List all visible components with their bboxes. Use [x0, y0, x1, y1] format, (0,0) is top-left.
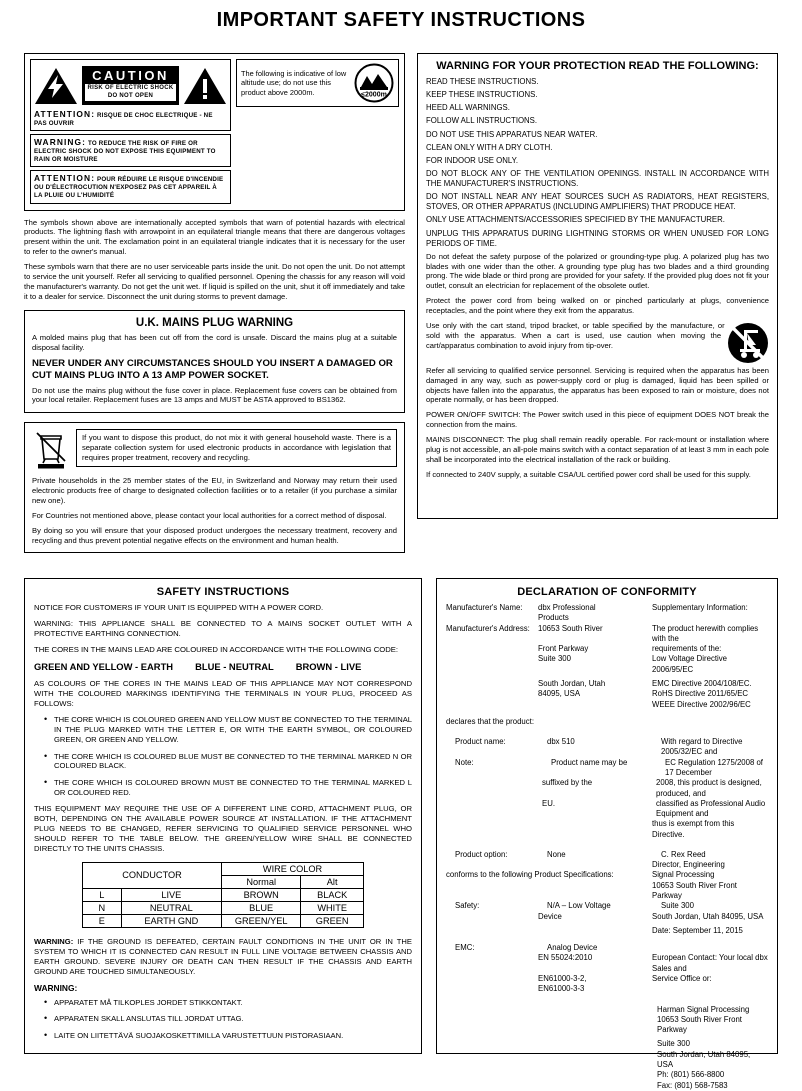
- spacer: [446, 974, 538, 984]
- list-item: • THE CORE WHICH IS COLOURED BLUE MUST BE CONNECTED TO THE TERMINAL MARKED N OR COLOURED BLACK.: [46, 752, 412, 772]
- spacer: [657, 943, 768, 953]
- warning-item: DO NOT INSTALL NEAR ANY HEAT SOURCES SUCH AS RADIATORS, HEAT REGISTERS, STOVES, OR OTHER APPARATUS (INCLUDING AMPLIFIERS) THAT PRODUCE HEAT.: [426, 192, 769, 212]
- spacer: [446, 1039, 538, 1049]
- table-row: [83, 902, 364, 915]
- declaration-row-note3: [446, 799, 768, 820]
- regard-line: EC Regulation 1275/2008 of 17 December: [665, 757, 763, 777]
- row-alt: GREEN: [301, 915, 364, 928]
- safety-value-line: N/A – Low Voltage: [547, 901, 611, 911]
- spacer: [446, 700, 538, 710]
- note-label: Note:: [455, 757, 474, 767]
- warning-item: KEEP THESE INSTRUCTIONS.: [426, 90, 538, 100]
- caution-label-stack: [30, 59, 231, 204]
- declaration-row-address5: [446, 689, 768, 699]
- spacer: [446, 995, 768, 1005]
- spacer: [446, 984, 538, 994]
- harman-line: Harman Signal Processing: [657, 1004, 750, 1014]
- warning-protection-box: [417, 53, 778, 519]
- harman-line: Suite 300: [657, 1039, 690, 1049]
- list-item: • LAITE ON LIITETTÄVÄ SUOJAKOSKETTIMILLA VARUSTETTUUN PISTORASIAAN.: [46, 1031, 412, 1041]
- signer-line: Director, Engineering: [652, 860, 725, 870]
- warning-servicing-para: Refer all servicing to qualified service personnel. Servicing is required when the apparatus has been damaged in any way, such as power-supply cord or plug is damaged, liquid has been spilled or objects have fallen into the apparatus, the apparatus has been exposed to rain or moisture, does not operate normally, or has been dropped.: [426, 365, 769, 405]
- safety-equipment-para: THIS EQUIPMENT MAY REQUIRE THE USE OF A DIFFERENT LINE CORD, ATTACHMENT PLUG, OR BOTH, DEPENDING ON THE AVAILABLE POWER SOURCE AT INSTALLATION. IF THE ATTACHMENT PLUG NEEDS TO BE CHANGED, REFER SERVICING TO QUALIFIED SERVICE PERSONNEL WHO SHOULD REFER TO THE TABLE BELOW. THE GREEN/YELLOW WIRE SHALL BE CONNECTED DIRECTLY TO THE UNITS CHASSIS.: [34, 804, 412, 854]
- signer-line: 10653 South River Front Parkway: [652, 880, 737, 901]
- safety-label: Safety:: [455, 901, 480, 911]
- attention-text: RISQUE DE CHOC ELECTRIQUE - NE PAS OUVRIR: [34, 112, 213, 128]
- spacer: [446, 1070, 538, 1080]
- spacer: [538, 1039, 648, 1049]
- note-line: suffixed by the: [542, 778, 593, 788]
- spacer: [446, 926, 538, 936]
- warning-polarized-plug-para: Do not defeat the safety purpose of the polarized or grounding-type plug. A polarized plug has two blades with one wider than the other. A grounding type plug has two blades and a third grounding prong. The wide blade or third prong are provided for your safety. If the provided plug does not fit your outlet, consult an electrician for replacement of the obsolete outlet.: [426, 251, 769, 291]
- declaration-row-address3: [446, 654, 768, 675]
- weee-boxed-notice: [32, 429, 397, 470]
- declaration-row-emc: [446, 943, 768, 953]
- warning-item: DO NOT BLOCK ANY OF THE VENTILATION OPENINGS. INSTALL IN ACCORDANCE WITH THE MANUFACTURER'S INSTRUCTIONS.: [426, 168, 769, 188]
- harman-phone: Ph: (801) 566-8800: [657, 1070, 725, 1080]
- exclamation-triangle-icon: [183, 66, 227, 106]
- weee-para-2: For Countries not mentioned above, please contact your local authorities for a correct method of disposal.: [32, 510, 387, 520]
- list-item: • THE CORE WHICH IS COLOURED BROWN MUST BE CONNECTED TO THE TERMINAL MARKED L OR COLOURED RED.: [46, 778, 412, 798]
- spacer: [446, 679, 538, 689]
- note-line: EU.: [542, 798, 555, 808]
- weee-boxed-text: If you want to dispose this product, do not mix it with general household waste. There is a separate collection system for used electronic products in accordance with legislation that requires proper treatment, recovery and recycling.: [82, 433, 391, 462]
- mfr-address-line: 10653 South River: [538, 623, 603, 633]
- warning-item: CLEAN ONLY WITH A DRY CLOTH.: [426, 142, 553, 152]
- declaration-row-address2: [446, 644, 768, 654]
- spacer: [648, 717, 768, 727]
- declaration-row-date: [446, 926, 768, 936]
- warning-fire-line: [34, 137, 227, 164]
- supplementary-intro-line: requirements of the:: [652, 644, 722, 654]
- row-name: LIVE: [121, 889, 221, 902]
- attention-fr-fire-line: [34, 173, 227, 200]
- uk-mains-heading: U.K. MAINS PLUG WARNING: [135, 317, 294, 330]
- note-line: Product name may be: [551, 757, 628, 767]
- spacer: [446, 689, 538, 699]
- declaration-row-mfr-name: [446, 603, 768, 613]
- regard-line: thus is exempt from this Directive.: [652, 819, 735, 839]
- ground-defeat-warning: [34, 937, 412, 976]
- row-code: L: [83, 889, 122, 902]
- emc-value-line: EN61000-3-3: [538, 984, 585, 994]
- list-item: • THE CORE WHICH IS COLOURED GREEN AND YELLOW MUST BE CONNECTED TO THE TERMINAL IN THE PLUG MARKED WITH THE LETTER E, OR WITH THE EARTH SYMBOL, OR COLOURED GREEN, OR GREEN AND YELLOW.: [46, 715, 412, 745]
- declaration-grid: [446, 603, 768, 1091]
- declaration-heading: DECLARATION OF CONFORMITY: [517, 586, 697, 598]
- declaration-row-emc2: [446, 953, 768, 974]
- lightning-bolt-triangle-icon: [34, 66, 78, 106]
- upper-region: [24, 53, 778, 545]
- symbols-para-2: These symbols warn that there are no user serviceable parts inside the unit. Do not open the unit. Do not attempt to service the unit yourself. Refer all servicing to qualified personnel. Opening the chassis for any reason will void the manufacturer's warranty. Do not get the unit wet. If liquid is spilled on the unit, shut it off immediately and take it to a dealer for service. Disconnect the unit during storms to prevent damage.: [24, 261, 405, 301]
- declaration-row-harman3: [446, 1039, 768, 1049]
- row-name: NEUTRAL: [121, 902, 221, 915]
- spacer: [538, 1005, 648, 1015]
- safety-instructions-page: [0, 9, 802, 1090]
- spacer: [538, 860, 648, 870]
- header-normal: Normal: [222, 876, 301, 889]
- warning-fire-box: [30, 134, 231, 167]
- declares-label: declares that the product:: [446, 716, 534, 726]
- warning-item: UNPLUG THIS APPARATUS DURING LIGHTNING STORMS OR WHEN UNUSED FOR LONG PERIODS OF TIME.: [426, 228, 769, 248]
- caution-banner: [82, 66, 179, 105]
- row-normal: BLUE: [222, 902, 301, 915]
- european-contact-line: European Contact: Your local dbx Sales and: [652, 953, 768, 973]
- header-alt: Alt: [301, 876, 364, 889]
- warning-item: ONLY USE ATTACHMENTS/ACCESSORIES SPECIFIED BY THE MANUFACTURER.: [426, 215, 725, 225]
- weee-disposal-box: [24, 422, 405, 553]
- altitude-text: The following is indicative of low altitude use; do not use this product above 2000m.: [241, 69, 347, 97]
- signer-line: Suite 300: [661, 901, 694, 911]
- warning-mains-disconnect-para: MAINS DISCONNECT: The plug shall remain readily operable. For rack-mount or installation where plug is not accessible, an all-pole mains switch with a contact separation of at least 3 mm in each pole shall be incorporated into the electrical installation of the rack or building.: [426, 435, 769, 464]
- spacer: [446, 1050, 538, 1071]
- declaration-row-weee: [446, 700, 768, 710]
- spacer: [538, 926, 648, 936]
- spacer: [446, 799, 538, 820]
- list-item: • APPARATEN SKALL ANSLUTAS TILL JORDAT UTTAG.: [46, 1014, 412, 1024]
- spacer: [538, 1070, 648, 1080]
- product-option-value: None: [547, 849, 566, 859]
- caution-sub-line2: DO NOT OPEN: [107, 92, 154, 99]
- spacer: [538, 1050, 648, 1071]
- warning-text: TO REDUCE THE RISK OF FIRE OR ELECTRIC SHOCK DO NOT EXPOSE THIS EQUIPMENT TO RAIN OR MOISTURE: [34, 140, 216, 164]
- product-name-value: dbx 510: [547, 737, 575, 747]
- emc-label: EMC:: [455, 943, 475, 953]
- safety-core-bullets: [34, 715, 412, 798]
- spacer: [538, 700, 648, 710]
- harman-line: 10653 South River Front Parkway: [657, 1014, 742, 1035]
- list-item: • APPARATET MÅ TILKOPLES JORDET STIKKONTAKT.: [46, 998, 412, 1008]
- declaration-of-conformity-box: [436, 578, 778, 1090]
- altitude-mountain-icon: [354, 63, 394, 103]
- attention-label: ATTENTION:: [34, 109, 96, 119]
- emc-value-line: Analog Device: [547, 943, 598, 953]
- weee-para-3: By doing so you will ensure that your disposed product undergoes the necessary treatment, recovery and recycling and thus prevent potential negative effects on the environment and human health.: [32, 525, 397, 545]
- code-earth: GREEN AND YELLOW - EARTH: [34, 661, 174, 672]
- emc-value-line: EN 55024:2010: [538, 953, 593, 963]
- directive-line: RoHS Directive 2011/65/EC: [652, 689, 749, 699]
- spacer: [538, 881, 648, 902]
- row-alt: BLACK: [301, 889, 364, 902]
- table-row: [83, 915, 364, 928]
- product-option-label: Product option:: [455, 849, 508, 859]
- mfr-address-line: Suite 300: [538, 654, 571, 664]
- product-name-label: Product name:: [455, 737, 506, 747]
- harman-fax: Fax: (801) 568-7583: [657, 1080, 728, 1090]
- declaration-row-safety2: [446, 912, 768, 922]
- safety-cores-line: THE CORES IN THE MAINS LEAD ARE COLOURED IN ACCORDANCE WITH THE FOLLOWING CODE:: [34, 645, 399, 654]
- symbols-para-1: The symbols shown above are internationally accepted symbols that warn of potential hazards with electrical products. The lightning flash with arrowpoint in an equilateral triangle means that there are dangerous voltages present within the unit. The exclamation point in an equilateral triangle indicates that it is necessary for the user to refer to the owner's manual.: [24, 217, 405, 257]
- cart-tip-over-prohibited-icon: [727, 322, 769, 364]
- mfr-name-value2: Products: [538, 613, 569, 623]
- spacer: [446, 936, 768, 943]
- weee-para-1: Private households in the 25 member states of the EU, in Switzerland and Norway may return their used electronic products free of charge to designated collection facilities or to a retailer (if you purchase a similar new one).: [32, 476, 397, 505]
- uk-mains-plug-warning-box: [24, 310, 405, 413]
- warning-power-cord-para: Protect the power cord from being walked on or pinched particularly at plugs, convenience receptacles, and the point where they exit from the apparatus.: [426, 296, 769, 316]
- spacer: [446, 644, 538, 654]
- attention-fr-shock-line: [34, 109, 227, 128]
- spacer: [446, 1005, 538, 1015]
- row-normal: BROWN: [222, 889, 301, 902]
- declaration-row-address4: [446, 679, 768, 689]
- declaration-row-product-name: [446, 737, 768, 758]
- declaration-row-safety: [446, 901, 768, 911]
- nordic-warning-bullets: [34, 998, 412, 1042]
- spacer: [446, 613, 538, 623]
- spacer: [446, 860, 538, 870]
- declaration-row-signer4: [446, 881, 768, 902]
- lower-region: [24, 578, 778, 1090]
- warning-power-switch-para: POWER ON/OFF SWITCH: The Power switch used in this piece of equipment DOES NOT break the connection from the mains.: [426, 410, 769, 430]
- emc-value-line: EN61000-3-2,: [538, 974, 587, 983]
- declaration-row-declares: [446, 717, 768, 727]
- crossed-out-wheelie-bin-icon: [32, 429, 70, 470]
- signer-line: Signal Processing: [652, 870, 715, 880]
- directive-line: WEEE Directive 2002/96/EC: [652, 699, 751, 709]
- caution-graphic-panel: [24, 53, 405, 211]
- declaration-row-mfr-name2: [446, 613, 768, 623]
- declaration-row-note: [446, 758, 768, 779]
- declaration-row-signer2: [446, 860, 768, 870]
- safety-colour-code-line: [34, 661, 412, 672]
- spacer: [446, 710, 768, 717]
- warning-item: DO NOT USE THIS APPARATUS NEAR WATER.: [426, 129, 598, 139]
- mfr-address-label: Manufacturer's Address:: [446, 623, 530, 633]
- spacer: [446, 912, 538, 922]
- spacer: [446, 819, 538, 840]
- code-neutral: BLUE - NEUTRAL: [195, 661, 274, 672]
- declaration-row-emc3: [446, 974, 768, 984]
- spacer: [446, 654, 538, 675]
- header-wire-color: WIRE COLOR: [222, 863, 364, 876]
- wire-color-table: [82, 862, 364, 928]
- warning-item: READ THESE INSTRUCTIONS.: [426, 77, 539, 86]
- warning-item: FOR INDOOR USE ONLY.: [426, 155, 518, 165]
- declaration-row-address1: [446, 624, 768, 645]
- declaration-row-conforms: [446, 870, 768, 880]
- conforms-label: conforms to the following Product Specifications:: [446, 870, 614, 880]
- code-live: BROWN - LIVE: [295, 661, 362, 672]
- regard-line: With regard to Directive 2005/32/EC and: [661, 737, 743, 757]
- warning-item: FOLLOW ALL INSTRUCTIONS.: [426, 116, 538, 126]
- spacer: [446, 778, 538, 799]
- ground-warning-label: WARNING:: [34, 937, 74, 947]
- spacer: [446, 840, 768, 850]
- spacer: [446, 953, 538, 974]
- declaration-row-harman4: [446, 1050, 768, 1071]
- row-code: E: [83, 915, 122, 928]
- signer-line: C. Rex Reed: [661, 849, 706, 859]
- mfr-address-line2: 84095, USA: [538, 689, 581, 699]
- mfr-name-label: Manufacturer's Name:: [446, 603, 523, 612]
- warning-240v-para: If connected to 240V supply, a suitable CSA/UL certified power cord shall be used for this supply.: [426, 469, 751, 479]
- spacer: [648, 613, 768, 623]
- uk-mains-caps-warning: NEVER UNDER ANY CIRCUMSTANCES SHOULD YOU INSERT A DAMAGED OR CUT MAINS PLUG INTO A 13 AMP POWER SOCKET.: [32, 358, 393, 381]
- declaration-row-product-option: [446, 850, 768, 860]
- warning-cart-para: Use only with the cart stand, tripod bracket, or table specified by the manufacture, or sold with the apparatus. When a cart is used, use caution when moving the cart/apparatus combination to avoid injury from tip-over.: [426, 320, 725, 350]
- mfr-address-line: Front Parkway: [538, 644, 589, 654]
- caution-shock-box: [30, 59, 231, 131]
- spacer: [446, 727, 768, 737]
- regard-line: classified as Professional Audio Equipment and: [656, 798, 766, 819]
- table-header-row: [83, 863, 364, 876]
- regard-line: 2008, this product is designed, produced, and: [656, 778, 762, 798]
- caution-subtext: [85, 84, 176, 101]
- warning-label: WARNING:: [34, 137, 87, 148]
- safety-colours-para: AS COLOURS OF THE CORES IN THE MAINS LEAD OF THIS APPLIANCE MAY NOT CORRESPOND WITH THE COLOURED MARKINGS IDENTIFYING THE TERMINALS IN YOUR PLUG, PROCEED AS FOLLOWS:: [34, 679, 412, 708]
- row-name: EARTH GND: [121, 915, 221, 928]
- safety-warning-line: WARNING: THIS APPLIANCE SHALL BE CONNECTED TO A MAINS SOCKET OUTLET WITH A PROTECTIVE EARTHING CONNECTION.: [34, 619, 412, 638]
- table-row: [83, 889, 364, 902]
- declaration-row-harman5: [446, 1070, 768, 1080]
- safety-value-line: Device: [538, 911, 562, 921]
- warning-item: HEED ALL WARNINGS.: [426, 103, 510, 113]
- declaration-row-emc4: [446, 984, 768, 994]
- spacer: [446, 1081, 538, 1091]
- declaration-row-note2: [446, 778, 768, 799]
- uk-mains-para-1: A molded mains plug that has been cut off from the cord is unsafe. Discard the mains plug at a suitable disposal facility.: [32, 333, 397, 353]
- declaration-row-regard5: [446, 819, 768, 840]
- uk-mains-para-2: Do not use the mains plug without the fuse cover in place. Replacement fuse covers can be obtained from your local retailer. Replacement fuses are 13 amps and MUST be ASTA approved to BS1362.: [32, 385, 397, 405]
- row-alt: WHITE: [301, 902, 364, 915]
- mfr-address-line2: South Jordan, Utah: [538, 678, 606, 688]
- declaration-row-harman6: [446, 1081, 768, 1091]
- spacer: [648, 984, 768, 994]
- row-normal: GREEN/YEL: [222, 915, 301, 928]
- spacer: [538, 1081, 648, 1091]
- caution-word: CAUTION: [92, 67, 169, 83]
- header-conductor: CONDUCTOR: [83, 863, 222, 889]
- declaration-row-harman2: [446, 1015, 768, 1036]
- spacer: [538, 1015, 648, 1036]
- weee-inner-text-box: [76, 429, 397, 467]
- signer-line: South Jordan, Utah 84095, USA: [652, 911, 764, 921]
- supplementary-intro-line: The product herewith complies with the: [652, 623, 759, 643]
- spacer: [446, 881, 538, 902]
- spacer: [538, 819, 648, 840]
- nordic-warning-label: WARNING:: [34, 982, 78, 993]
- caution-sub-line1: RISK OF ELECTRIC SHOCK: [87, 85, 174, 92]
- safety-notice-line: NOTICE FOR CUSTOMERS IF YOUR UNIT IS EQUIPPED WITH A POWER CORD.: [34, 603, 324, 612]
- spacer: [446, 1015, 538, 1036]
- directive-line: Low Voltage Directive 2006/95/EC: [652, 654, 727, 674]
- altitude-notice-box: [236, 59, 399, 107]
- attention-fr-text: POUR RÉDUIRE LE RISQUE D'INCENDIE OU D'ÉLECTROCUTION N'EXPOSEZ PAS CET APPAREIL À LA PLUIE OU L'HUMIDITÉ: [34, 176, 224, 200]
- european-contact-line: Service Office or:: [652, 974, 712, 983]
- declaration-row-harman1: [446, 1005, 768, 1015]
- attention-fr-fire-box: [30, 170, 231, 203]
- page-title: IMPORTANT SAFETY INSTRUCTIONS: [216, 9, 586, 31]
- date-line: Date: September 11, 2015: [652, 925, 743, 935]
- symbols-explanation: [24, 218, 405, 302]
- warning-protection-heading: WARNING FOR YOUR PROTECTION READ THE FOLLOWING:: [436, 60, 759, 72]
- mfr-name-value: dbx Professional: [538, 603, 596, 612]
- harman-line: South Jordan, Utah 84095, USA: [657, 1049, 751, 1069]
- safety-instructions-heading: SAFETY INSTRUCTIONS: [156, 586, 290, 598]
- attention-fr-label: ATTENTION:: [34, 173, 96, 184]
- ground-warning-text: IF THE GROUND IS DEFEATED, CERTAIN FAULT CONDITIONS IN THE UNIT OR IN THE SYSTEM TO WHICH IT IS CONNECTED CAN RESULT IN FULL LINE VOLTAGE BETWEEN CHASSIS AND EARTH GROUND. SEVERE INJURY OR DEATH CAN THEN RESULT IF THE CHASSIS AND EARTH GROUND ARE TOUCHED SIMULTANEOUSLY.: [34, 937, 412, 976]
- altitude-icon-label: ≤2000m: [361, 91, 387, 99]
- supplementary-label: Supplementary Information:: [652, 603, 748, 612]
- directive-line: EMC Directive 2004/108/EC.: [652, 678, 752, 688]
- safety-instructions-box: [24, 578, 422, 1054]
- upper-left-column: [24, 53, 405, 553]
- row-code: N: [83, 902, 122, 915]
